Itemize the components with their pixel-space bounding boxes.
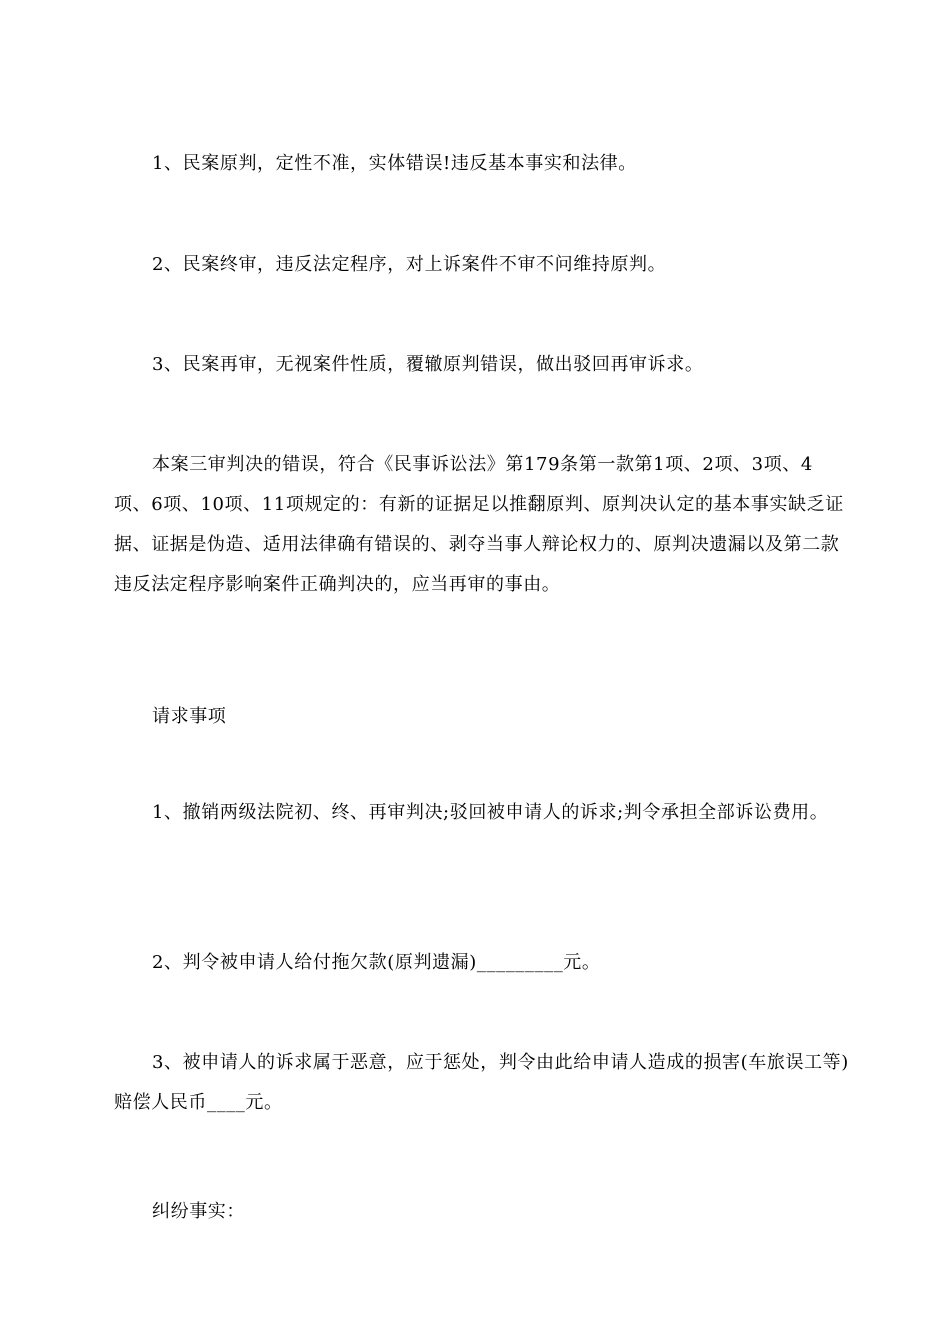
paragraph-4: 本案三审判决的错误，符合《民事诉讼法》第179条第一款第1项、2项、3项、4项、6项、10项、11项规定的：有新的证据足以推翻原判、原判决认定的基本事实缺乏证据、证据是伪造、适用法律确有错误的、剥夺当事人辩论权力的、原判决遗漏以及第二款违反法定程序影响案件正确判决的，应当再审的事由。	[114, 454, 844, 595]
facts-heading: 纠纷事实：	[152, 1201, 245, 1222]
request-heading: 请求事项	[152, 706, 227, 727]
paragraph-2: 2、民案终审，违反法定程序，对上诉案件不审不问维持原判。	[152, 254, 667, 275]
request-item-1: 1、撤销两级法院初、终、再审判决;驳回被申请人的诉求;判令承担全部诉讼费用。	[152, 802, 829, 823]
paragraph-1: 1、民案原判，定性不准，实体错误!违反基本事实和法律。	[152, 153, 637, 174]
request-item-3: 3、被申请人的诉求属于恶意，应于惩处，判令由此给申请人造成的损害(车旅误工等)赔偿人民币____元。	[114, 1052, 849, 1113]
request-item-2: 2、判令被申请人给付拖欠款(原判遗漏)_________元。	[152, 952, 601, 973]
paragraph-3: 3、民案再审，无视案件性质，覆辙原判错误，做出驳回再审诉求。	[152, 354, 704, 375]
